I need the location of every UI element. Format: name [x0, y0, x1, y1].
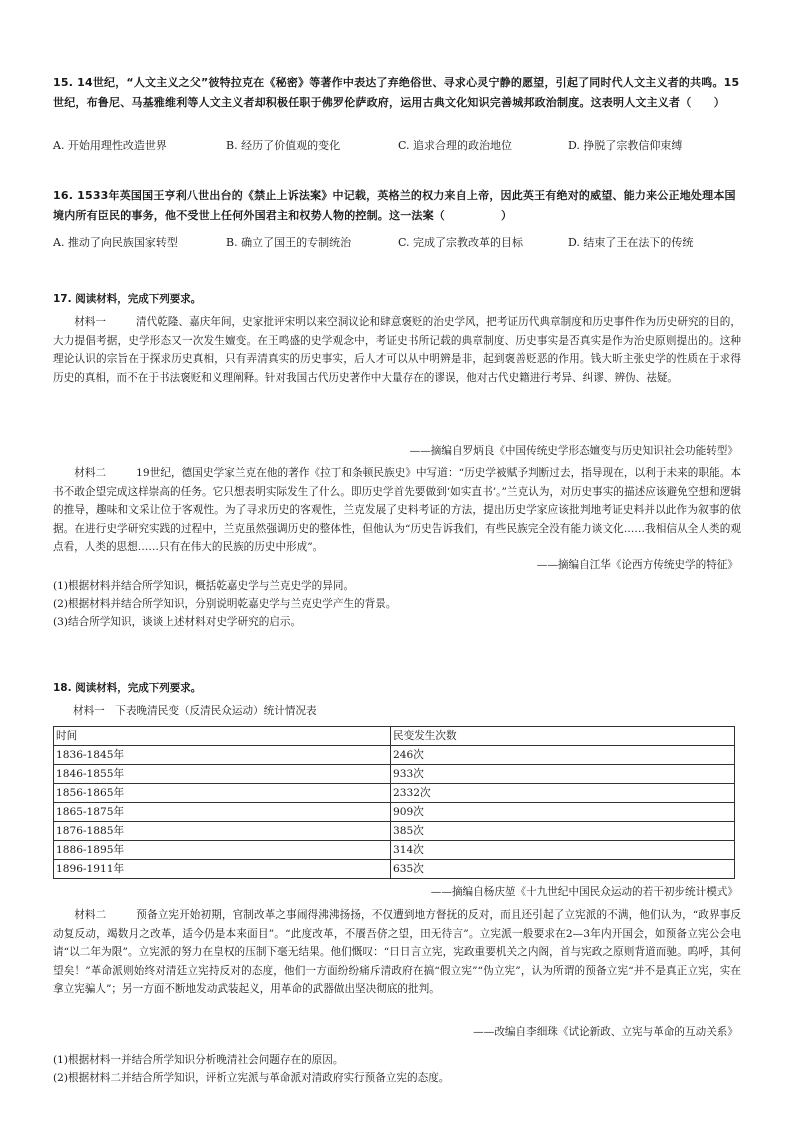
table-row [54, 803, 735, 822]
table-cell-period: 1886-1895年 [54, 841, 391, 860]
table-row [54, 822, 735, 841]
q18-title: 18. 阅读材料，完成下列要求。 [53, 682, 202, 694]
table-cell-count: 385次 [391, 822, 735, 841]
q18-material-2-source: ——改编自李细珠《试论新政、立宪与革命的互动关系》 [473, 1026, 738, 1038]
table-row [54, 746, 735, 765]
table-row [54, 784, 735, 803]
q18-stats-table [53, 726, 735, 879]
q16-option-b[interactable]: B. 确立了国王的专制统治 [226, 236, 352, 249]
q17-material-1-label: 材料一 [74, 316, 107, 328]
q17-material-1-source: ——摘编自罗炳良《中国传统史学形态嬗变与历史知识社会功能转型》 [409, 445, 738, 457]
table-header-row [54, 727, 735, 746]
q18-requirement-1: (1)根据材料一并结合所学知识分析晚清社会问题存在的原因。 [53, 1054, 344, 1066]
q18-material-2-text: 预备立宪开始初期，官制改革之事闹得沸沸扬扬，不仅遭到地方督抚的反对，而且还引起了立宪派的不满，他们认为，“政界事反动复反动，竭数月之改革，适今仍是本来面目”。“此度改革，不餍吾侪之望，田无待言”。立宪派一般要求在2—3年内开国会，如预备立宪公会电请“以二年为限”。立宪派的努力在皇权的压制下毫无结果。他们慨叹：“日日言立宪，宪政重要机关之内阁，首与宪政之原则背道而驰。呜呼，其何望矣！”革命派则始终对清廷立宪持反对的态度，他们一方面纷纷痛斥清政府在搞“假立宪”“伪立宪”，认为所谓的预备立宪“并不是真正立宪，实在拿立宪骗人”；另一方面不断地发动武装起义，用革命的武器做出坚决彻底的批判。 [53, 909, 741, 996]
q17-material-1 [53, 313, 741, 387]
table-cell-count: 314次 [391, 841, 735, 860]
q18-material-2 [53, 906, 741, 999]
table-cell-period: 1846-1855年 [54, 765, 391, 784]
q15-option-b[interactable]: B. 经历了价值观的变化 [226, 139, 341, 152]
table-header-count: 民变发生次数 [391, 727, 735, 746]
table-row [54, 765, 735, 784]
table-cell-period: 1865-1875年 [54, 803, 391, 822]
q16-option-c[interactable]: C. 完成了宗教改革的目标 [398, 236, 524, 249]
q15-stem: 15. 14世纪，“人文主义之父”彼特拉克在《秘密》等著作中表达了弃绝俗世、寻求心灵宁静的愿望，引起了同时代人文主义者的共鸣。15世纪，布鲁尼、马基雅维利等人文主义者却积极任职于佛罗伦萨政府，运用古典文化知识完善城邦政治制度。这表明人文主义者（ ） [53, 76, 740, 109]
q16-option-a[interactable]: A. 推动了向民族国家转型 [53, 236, 178, 249]
q17-requirement-1: (1)根据材料并结合所学知识，概括乾嘉史学与兰克史学的异同。 [53, 580, 355, 592]
table-row [54, 860, 735, 879]
q18-table-caption: 材料一 下表晚清民变（反清民众运动）统计情况表 [73, 705, 317, 717]
q16-options [53, 235, 753, 251]
q18-material-2-label: 材料二 [74, 909, 107, 921]
table-cell-period: 1896-1911年 [54, 860, 391, 879]
q17-material-2-label: 材料二 [74, 467, 107, 479]
table-cell-period: 1836-1845年 [54, 746, 391, 765]
q17-requirement-3: (3)结合所学知识，谈谈上述材料对史学研究的启示。 [53, 616, 302, 628]
q16-stem: 16. 1533年英国国王亨利八世出台的《禁止上诉法案》中记载，英格兰的权力来自上帝，因此英王有绝对的威望、能力来公正地处理本国境内所有臣民的事务，他不受世上任何外国君主和权势人物的控制。这一法案（ ） [53, 189, 736, 222]
q15-option-c[interactable]: C. 追求合理的政治地位 [398, 139, 513, 152]
q15-option-a[interactable]: A. 开始用理性改造世界 [53, 139, 167, 152]
q17-title: 17. 阅读材料，完成下列要求。 [53, 293, 202, 305]
table-cell-count: 933次 [391, 765, 735, 784]
table-row [54, 841, 735, 860]
q15-options [53, 138, 753, 154]
table-cell-count: 246次 [391, 746, 735, 765]
q18-table-source: ——摘编自杨庆堃《十九世纪中国民众运动的若干初步统计模式》 [430, 886, 738, 898]
q17-material-2-source: ——摘编自江华《论西方传统史学的特征》 [536, 559, 738, 571]
table-cell-period: 1876-1885年 [54, 822, 391, 841]
table-cell-period: 1856-1865年 [54, 784, 391, 803]
q16-option-d[interactable]: D. 结束了王在法下的传统 [568, 236, 694, 249]
q18-requirement-2: (2)根据材料二并结合所学知识，评析立宪派与革命派对清政府实行预备立宪的态度。 [53, 1072, 450, 1084]
table-cell-count: 635次 [391, 860, 735, 879]
q15-option-d[interactable]: D. 挣脱了宗教信仰束缚 [568, 139, 683, 152]
table-cell-count: 909次 [391, 803, 735, 822]
q17-requirement-2: (2)根据材料并结合所学知识，分别说明乾嘉史学与兰克史学产生的背景。 [53, 598, 397, 610]
q17-material-1-text: 清代乾隆、嘉庆年间，史家批评宋明以来空洞议论和肆意褒贬的治史学风，把考证历代典章制度和历史事件作为历史研究的目的，大力提倡考据，史学形态又一次发生嬗变。在王鸣盛的史学观念中，考证史书所记载的典章制度、历史事实是否真实是作为治史原则提出的。这种理论认识的宗旨在于探求历史真相，只有弄清真实的历史事实，后人才可以从中明辨是非，起到褒善贬恶的作用。钱大昕主张史学的性质在于求得历史的真相，而不在于书法褒贬和义理阐释。针对我国古代历史著作中大量存在的谬误，他对古代史籍进行考异、纠谬、辨伪、祛疑。 [53, 316, 741, 384]
q17-material-2 [53, 464, 741, 557]
q17-material-2-text: 19世纪，德国史学家兰克在他的著作《拉丁和条顿民族史》中写道：“历史学被赋予判断过去，指导现在，以利于未来的职能。本书不敢企望完成这样崇高的任务。它只想表明实际发生了什么。即历史学首先要做到‘如实直书’。”兰克认为，对历史事实的描述应该避免空想和逻辑的推导，趣味和文采让位于客观性。为了寻求历史的客观性，兰克发展了史料考证的方法，提出历史学家应该批判地考证史料并以此作为叙事的依据。在进行史学研究实践的过程中，兰克虽然强调历史的整体性，但他认为“历史告诉我们，有些民族完全没有能力谈文化……我相信从全人类的观点看，人类的思想……只有在伟大的民族的历史中形成”。 [53, 467, 741, 554]
table-header-period: 时间 [54, 727, 391, 746]
table-cell-count: 2332次 [391, 784, 735, 803]
